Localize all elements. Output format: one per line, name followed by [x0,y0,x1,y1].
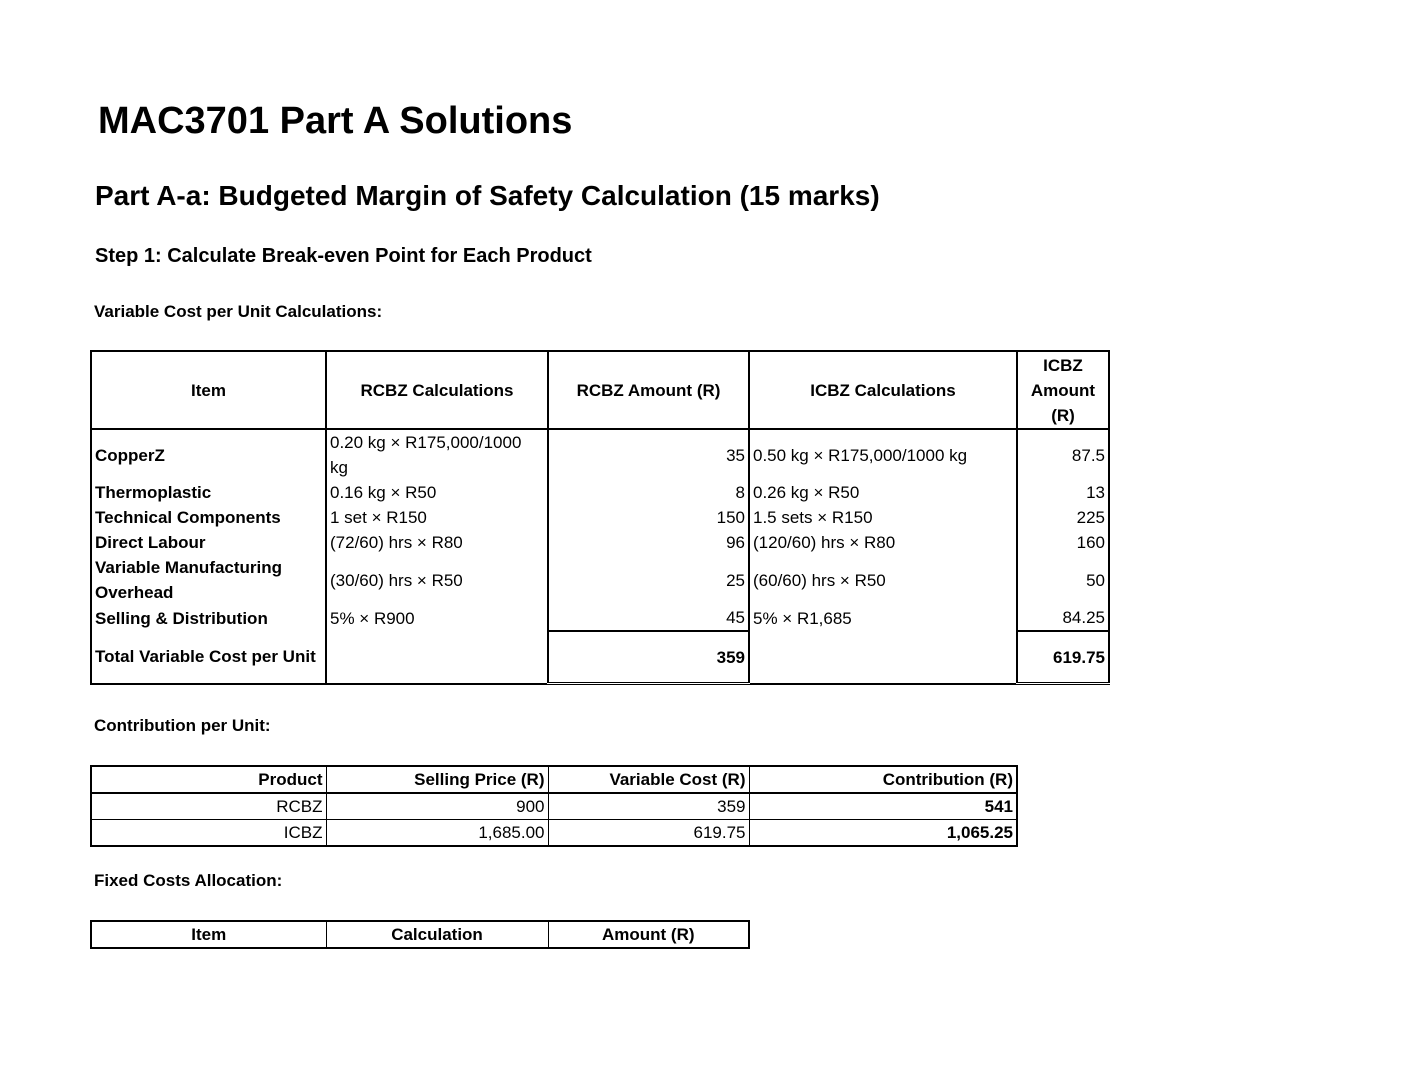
rcbz-amount-cell: 45 [548,605,749,631]
variable-cost-cell: 619.75 [548,820,749,847]
item-cell: Direct Labour [95,533,206,552]
variable-cost-cell: 359 [548,793,749,820]
table-row [91,605,1109,631]
header-selling-price: Selling Price (R) [326,766,548,793]
header-amount: Amount (R) [548,921,749,948]
contribution-caption: Contribution per Unit: [94,716,271,735]
item-cell: Thermoplastic [95,483,212,502]
header-variable-cost: Variable Cost (R) [548,766,749,793]
item-cell: CopperZ [95,445,165,465]
header-rcbz-amount: RCBZ Amount (R) [548,351,749,429]
table-header-row [91,766,1017,793]
table-row [91,793,1017,820]
table-row [91,555,1109,605]
item-cell: Variable Manufacturing Overhead [95,558,283,602]
part-heading: Part A-a: Budgeted Margin of Safety Calculation (15 marks) [95,180,880,211]
table-row [91,505,1109,530]
total-label: Total Variable Cost per Unit [95,647,316,667]
icbz-amount-cell: 84.25 [1017,605,1109,631]
fixed-costs-caption: Fixed Costs Allocation: [94,871,283,890]
header-icbz-amount: ICBZ Amount (R) [1017,351,1109,429]
empty-cell [326,631,548,684]
table-row [91,530,1109,555]
page-title: MAC3701 Part A Solutions [98,100,573,142]
header-icbz-calc: ICBZ Calculations [749,351,1017,429]
header-calculation: Calculation [326,921,548,948]
table-header-row [91,921,749,948]
icbz-amount-cell: 50 [1017,555,1109,605]
variable-cost-table [90,350,1110,685]
table-row [91,480,1109,505]
rcbz-calc-cell: 0.16 kg × R50 [326,480,548,505]
item-cell: Selling & Distribution [95,608,268,628]
rcbz-amount-cell: 25 [548,555,749,605]
step-heading: Step 1: Calculate Break-even Point for Each Product [95,245,592,267]
icbz-calc-cell: 1.5 sets × R150 [749,505,1017,530]
contribution-cell: 541 [749,793,1017,820]
product-cell: RCBZ [91,793,326,820]
table-row [91,429,1109,480]
empty-cell [749,631,1017,684]
total-rcbz-amount: 359 [548,631,749,684]
icbz-calc-cell: (120/60) hrs × R80 [749,530,1017,555]
fixed-costs-table [90,920,750,949]
rcbz-calc-cell: (72/60) hrs × R80 [326,530,548,555]
total-row [91,631,1109,684]
rcbz-calc-cell: 0.20 kg × R175,000/1000 kg [326,429,548,480]
icbz-amount-cell: 160 [1017,530,1109,555]
price-cell: 1,685.00 [326,820,548,847]
icbz-amount-cell: 13 [1017,480,1109,505]
price-cell: 900 [326,793,548,820]
header-item: Item [91,351,326,429]
table-row [91,820,1017,847]
icbz-calc-cell: 0.50 kg × R175,000/1000 kg [749,429,1017,480]
rcbz-calc-cell: (30/60) hrs × R50 [326,555,548,605]
header-rcbz-calc: RCBZ Calculations [326,351,548,429]
icbz-calc-cell: (60/60) hrs × R50 [749,555,1017,605]
icbz-amount-cell: 87.5 [1017,429,1109,480]
icbz-amount-cell: 225 [1017,505,1109,530]
header-product: Product [91,766,326,793]
rcbz-calc-cell: 1 set × R150 [326,505,548,530]
product-cell: ICBZ [91,820,326,847]
rcbz-amount-cell: 96 [548,530,749,555]
icbz-calc-cell: 0.26 kg × R50 [749,480,1017,505]
rcbz-calc-cell: 5% × R900 [326,605,548,631]
contribution-cell: 1,065.25 [749,820,1017,847]
icbz-calc-cell: 5% × R1,685 [749,605,1017,631]
total-icbz-amount: 619.75 [1017,631,1109,684]
variable-cost-caption: Variable Cost per Unit Calculations: [94,302,383,321]
rcbz-amount-cell: 35 [548,429,749,480]
contribution-table [90,765,1018,847]
header-item: Item [91,921,326,948]
rcbz-amount-cell: 8 [548,480,749,505]
header-contribution: Contribution (R) [749,766,1017,793]
item-cell: Technical Components [95,508,281,527]
table-header-row [91,351,1109,429]
rcbz-amount-cell: 150 [548,505,749,530]
